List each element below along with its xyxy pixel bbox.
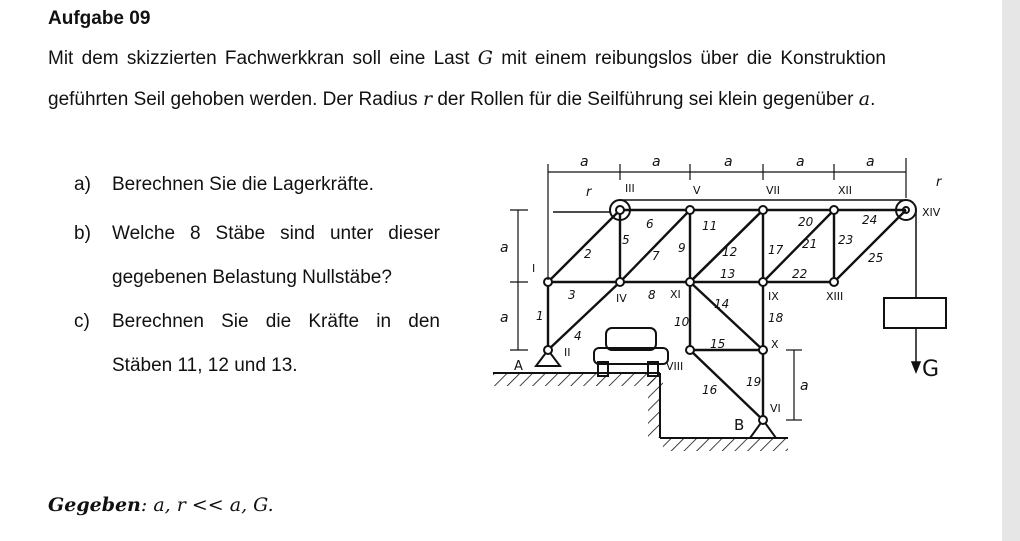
node-label: II [564,346,571,359]
radius-label: r [586,185,592,200]
intro-text-2: mit einem reibungslos über die Konstruktion geführten Seil gehoben werden. Der Radius [48,48,886,110]
subtask-text: Welche 8 Stäbe sind unter dieser gegebenen Belastung Nullstäbe? [112,223,440,288]
load-label: G [922,357,940,382]
dim-label: a [724,154,733,170]
height-label: a [500,240,509,256]
subtask-a [74,163,440,207]
subtask-b [74,212,440,300]
node-label: X [771,338,779,351]
node-label: IX [768,290,779,303]
node-label: XIV [922,206,941,219]
bar-label: 4 [574,329,582,343]
intro-text-4: . [870,89,876,110]
node-label: V [693,184,701,197]
bar-label: 14 [714,297,730,311]
subtask-c [74,300,440,388]
bar-label: 15 [710,337,726,351]
bar-label: 8 [648,288,656,302]
bar-label: 11 [702,219,718,233]
bar-label: 1 [536,309,544,323]
node-label: VI [770,402,781,415]
intro-text-3: der Rollen für die Seilführung sei klein gegenüber [432,89,859,110]
support-A [536,346,560,366]
support-A-label: A [514,359,523,374]
bar-label: 13 [720,267,736,281]
vehicle-sketch [594,328,668,376]
bar-label: 2 [584,247,592,261]
height-label: a [500,310,509,326]
height-label: a [800,378,809,394]
bar-label: 24 [862,213,878,227]
bar-label: 12 [722,245,738,259]
node-label: VIII [666,360,684,373]
bar-label: 17 [768,243,784,257]
subtask-text: Berechnen Sie die Lagerkräfte. [112,174,374,195]
load-block [884,298,946,328]
intro-text-1: Mit dem skizzierten Fachwerkkran soll eine Last [48,48,478,69]
bar-label: 22 [792,267,808,281]
subtask-label: a) [74,174,91,195]
bar-label: 6 [646,217,654,231]
symbol-G: G [477,47,493,69]
support-B [750,416,776,438]
radius-label: r [936,175,942,190]
dim-label: a [796,154,805,170]
bar-label: 20 [798,215,814,229]
node-label: VII [766,184,781,197]
bar-label: 18 [768,311,784,325]
dim-label: a [652,154,661,170]
node-label: IV [616,292,627,305]
node-label: XIII [826,290,844,303]
task-title: Aufgabe 09 [48,8,151,29]
given-expression: : a, r << a, G. [140,494,274,516]
node-label: XI [670,288,681,301]
given-keyword: Gegeben [48,494,141,516]
dim-label: a [580,154,589,170]
bar-label: 7 [652,249,660,263]
bar-label: 16 [702,383,718,397]
dim-label: a [866,154,875,170]
node-label: I [532,262,536,275]
bar-label: 19 [746,375,762,389]
node-label: XII [838,184,853,197]
symbol-a: a [858,88,871,110]
bar-label: 5 [622,233,630,247]
bar-label: 23 [838,233,854,247]
subtask-label: c) [74,311,90,332]
bar-label: 9 [678,241,686,255]
support-B-label: B [734,416,745,434]
bar-label: 25 [868,251,884,265]
subtask-text: Berechnen Sie die Kräfte in den Stäben 11, 12 und 13. [112,311,440,376]
node-label: III [625,182,635,195]
page-edge [1002,0,1020,541]
bar-label: 10 [674,315,690,329]
subtask-label: b) [74,223,91,244]
ground [493,373,788,451]
truss-crane-figure [488,150,970,480]
symbol-r: r [422,88,433,110]
given-values [48,494,274,516]
bar-label: 21 [802,237,818,251]
task-intro [48,38,886,120]
bar-label: 3 [568,288,576,302]
